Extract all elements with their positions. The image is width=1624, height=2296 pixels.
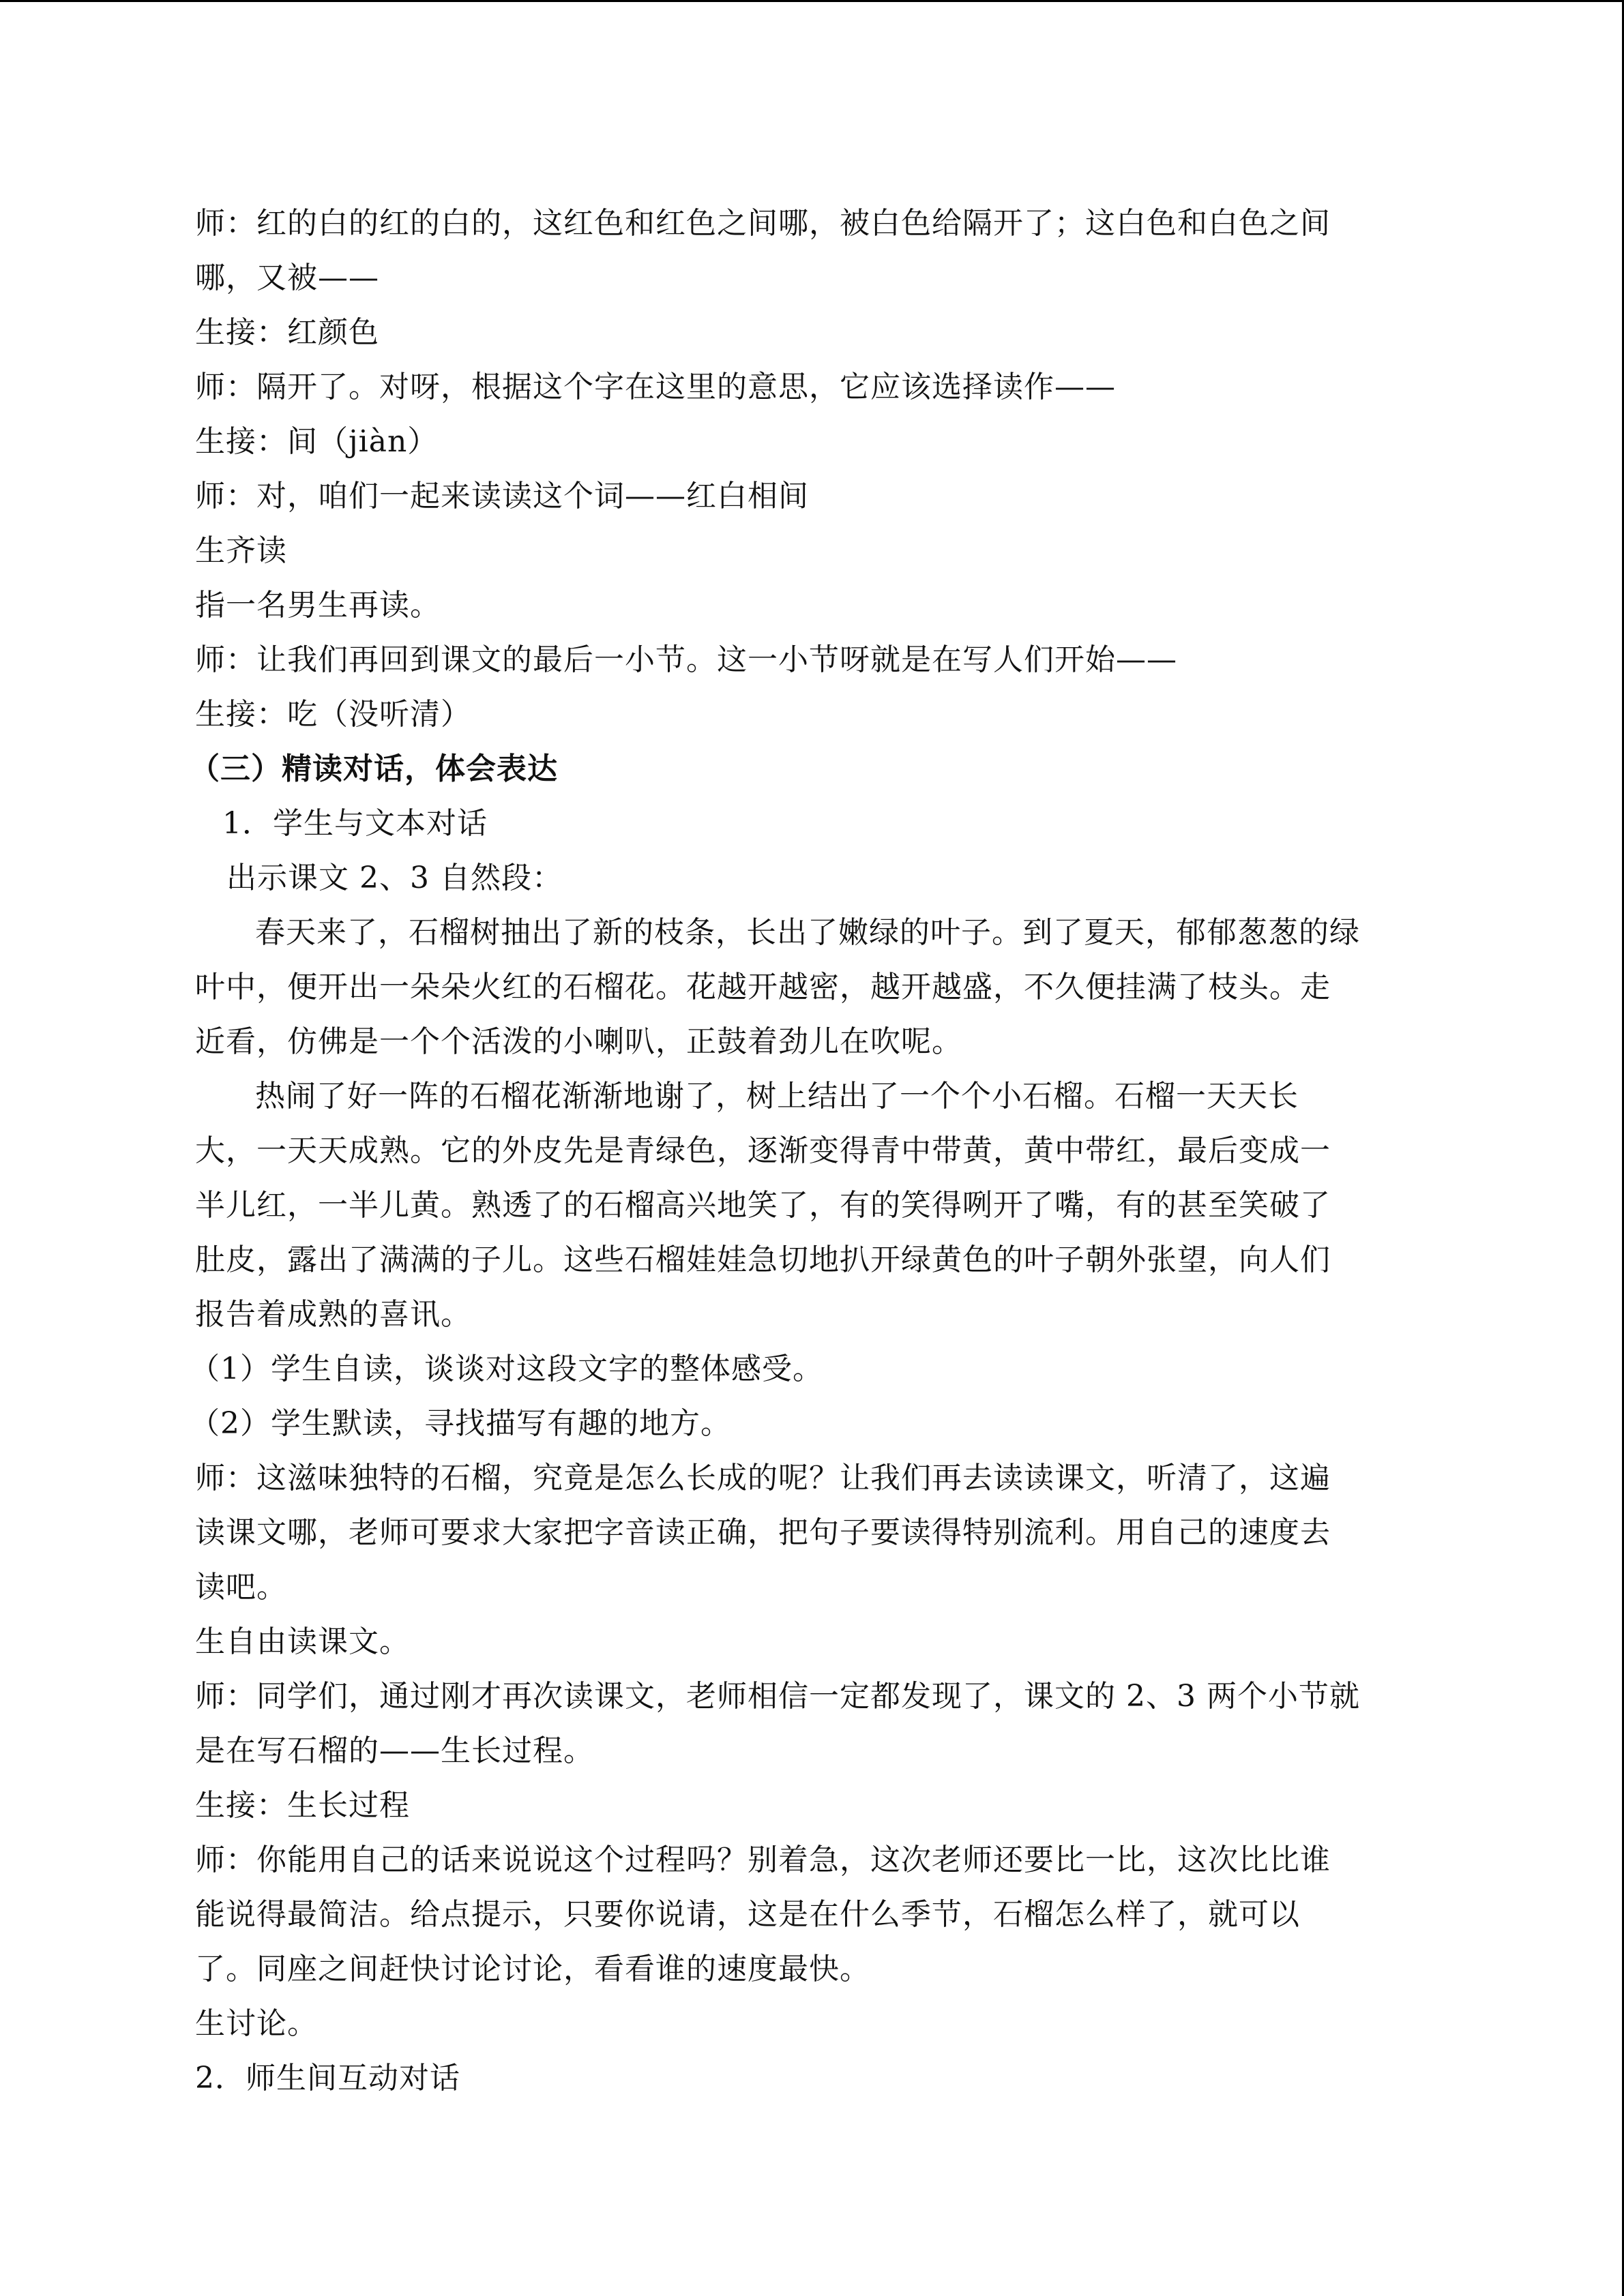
text-line: 哪，又被—— — [195, 260, 379, 295]
text-line: 报告着成熟的喜讯。 — [195, 1297, 471, 1332]
text-line: 生接：吃（没听清） — [195, 697, 471, 732]
text-line: 是在写石榴的——生长过程。 — [195, 1733, 594, 1768]
text-line: 生接：生长过程 — [195, 1788, 410, 1823]
text-line: 肚皮，露出了满满的子儿。这些石榴娃娃急切地扒开绿黄色的叶子朝外张望，向人们 — [195, 1242, 1331, 1277]
text-line: 读课文哪，老师可要求大家把字音读正确，把句子要读得特别流利。用自己的速度去 — [195, 1515, 1331, 1550]
text-line: 2．师生间互动对话 — [195, 2061, 460, 2096]
text-line: 师：对，咱们一起来读读这个词——红白相间 — [195, 479, 809, 513]
text-line: 大，一天天成熟。它的外皮先是青绿色，逐渐变得青中带黄，黄中带红，最后变成一 — [195, 1133, 1331, 1168]
text-line: 生接：间（jiàn） — [195, 424, 439, 459]
text-line: 师：红的白的红的白的，这红色和红色之间哪，被白色给隔开了；这白色和白色之间 — [195, 206, 1331, 241]
text-line: 师：同学们，通过刚才再次读课文，老师相信一定都发现了，课文的 2、3 两个小节就 — [195, 1679, 1360, 1714]
text-line: 读吧。 — [195, 1570, 287, 1605]
section-heading: （三）精读对话，体会表达 — [190, 751, 558, 786]
text-line: 春天来了，石榴树抽出了新的枝条，长出了嫩绿的叶子。到了夏天，郁郁葱葱的绿 — [255, 915, 1360, 950]
text-line: 生齐读 — [195, 533, 287, 568]
text-line: 师：这滋味独特的石榴，究竟是怎么长成的呢？让我们再去读读课文，听清了，这遍 — [195, 1461, 1331, 1495]
page-top-border — [0, 0, 1624, 2]
text-line: 生自由读课文。 — [195, 1624, 410, 1659]
text-line: 指一名男生再读。 — [195, 588, 441, 623]
text-line: （2）学生默读，寻找描写有趣的地方。 — [190, 1406, 731, 1441]
text-line: 师：隔开了。对呀，根据这个字在这里的意思，它应该选择读作—— — [195, 370, 1116, 404]
text-line: 能说得最简洁。给点提示，只要你说请，这是在什么季节，石榴怎么样了，就可以 — [195, 1897, 1300, 1932]
text-line: 了。同座之间赶快讨论讨论，看看谁的速度最快。 — [195, 1952, 870, 1986]
text-line: 出示课文 2、3 自然段： — [226, 861, 563, 895]
text-line: 近看，仿佛是一个个活泼的小喇叭，正鼓着劲儿在吹呢。 — [195, 1024, 962, 1059]
text-line: 生接：红颜色 — [195, 315, 379, 350]
text-line: 叶中，便开出一朵朵火红的石榴花。花越开越密，越开越盛，不久便挂满了枝头。走 — [195, 970, 1331, 1004]
text-line: 热闹了好一阵的石榴花渐渐地谢了，树上结出了一个个小石榴。石榴一天天长 — [255, 1079, 1299, 1114]
text-line: 1．学生与文本对话 — [222, 806, 488, 841]
text-line: 半儿红，一半儿黄。熟透了的石榴高兴地笑了，有的笑得咧开了嘴，有的甚至笑破了 — [195, 1188, 1331, 1223]
text-line: 生讨论。 — [195, 2006, 318, 2041]
text-line: 师：你能用自己的话来说说这个过程吗？别着急，这次老师还要比一比，这次比比谁 — [195, 1843, 1331, 1877]
text-line: （1）学生自读，谈谈对这段文字的整体感受。 — [190, 1352, 823, 1386]
document-body — [190, 196, 1430, 2106]
text-line: 师：让我们再回到课文的最后一小节。这一小节呀就是在写人们开始—— — [195, 642, 1177, 677]
